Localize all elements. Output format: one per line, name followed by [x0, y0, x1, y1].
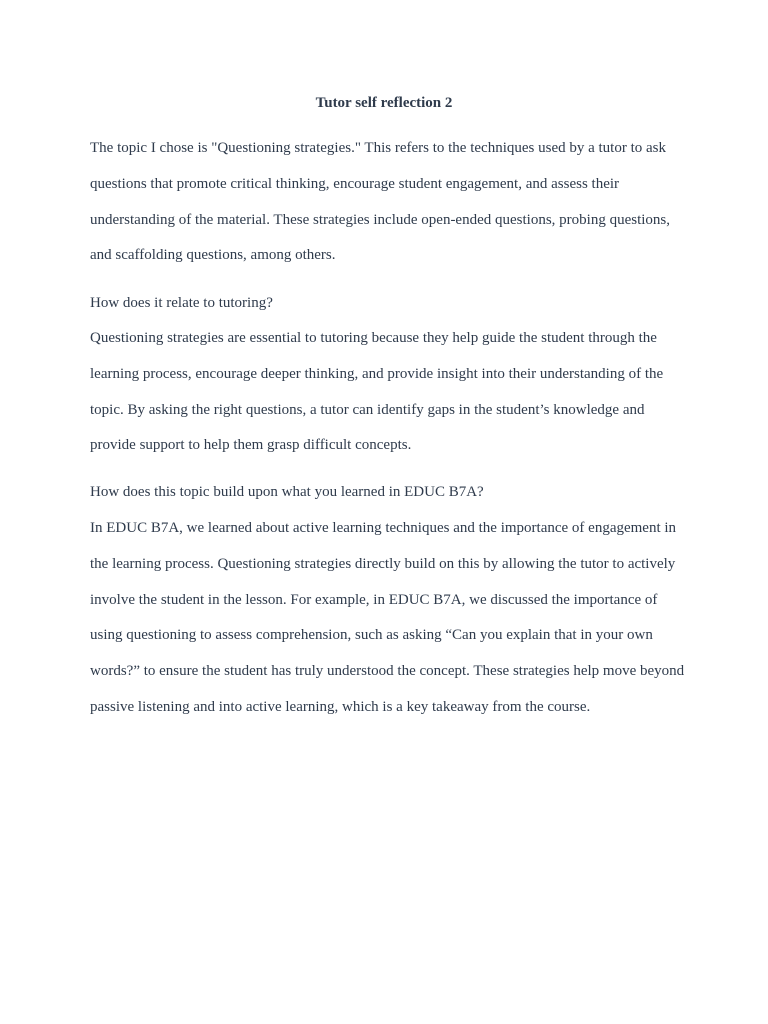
topic-paragraph	[90, 131, 690, 274]
tutoring-paragraph-text: Questioning strategies are essential to tutoring because they help guide the student through the learning process, encourage deeper thinking, and provide insight into their understanding of the topic. By asking the right questions, a tutor can identify gaps in the student’s knowledge and provide support to help them grasp difficult concepts.	[90, 330, 664, 454]
topic-paragraph-text: The topic I chose is "Questioning strategies." This refers to the techniques used by a tutor to ask questions that promote critical thinking, encourage student engagement, and assess their understanding of the material. These strategies include open-ended questions, probing questions, and scaffolding questions, among others.	[90, 140, 670, 264]
educ-paragraph-text: In EDUC B7A, we learned about active learning techniques and the importance of engagement in the learning process. Questioning strategies directly build on this by allowing the tutor to actively involve the student in the lesson. For example, in EDUC B7A, we discussed the importance of using questioning to assess comprehension, such as asking “Can you explain that in your own words?” to ensure the student has truly understood the concept. These strategies help move beyond passive listening and into active learning, which is a key takeaway from the course.	[90, 520, 685, 715]
title-part-2: reflection 2	[380, 95, 453, 111]
educ-paragraph	[90, 511, 690, 726]
question-tutoring-heading	[90, 286, 690, 321]
tutoring-paragraph	[90, 321, 690, 464]
document-title	[0, 93, 768, 113]
question-tutoring-text: How does it relate to tutoring?	[90, 295, 273, 311]
title-part-1: Tutor self	[315, 95, 381, 111]
question-educ-text: How does this topic build upon what you learned in EDUC B7A?	[90, 484, 484, 500]
question-educ-heading	[90, 475, 690, 510]
